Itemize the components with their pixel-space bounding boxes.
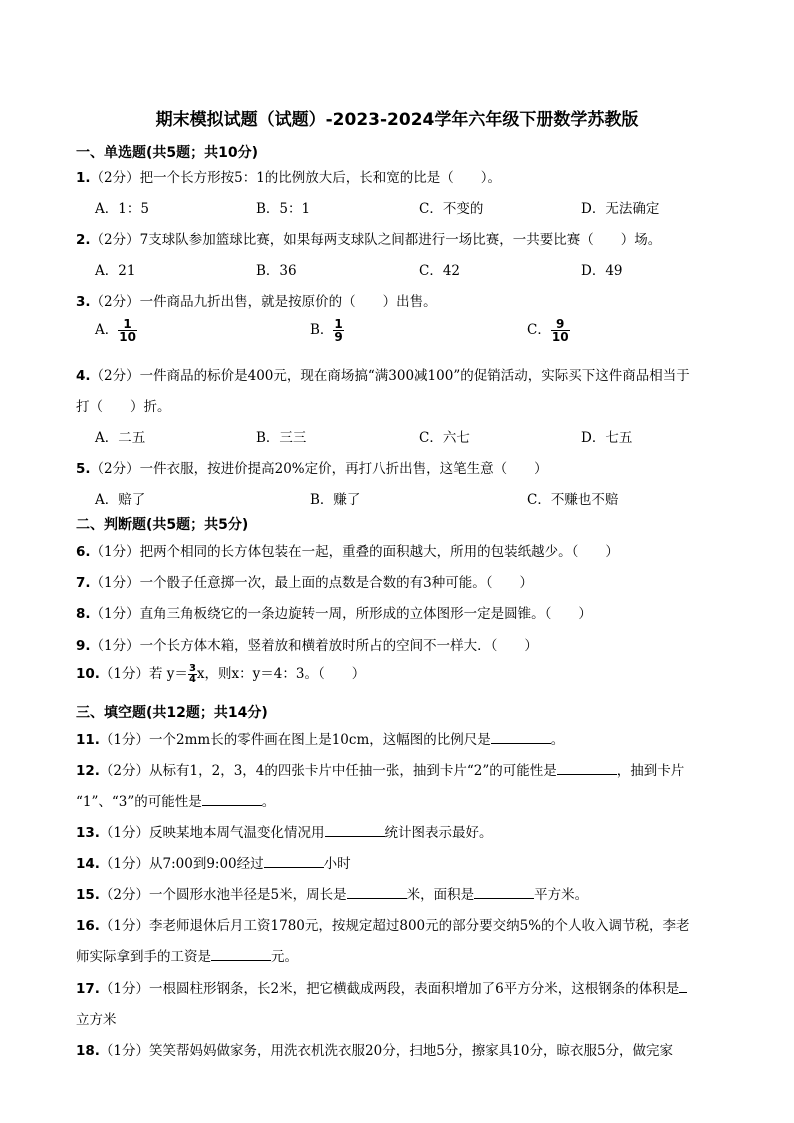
option-c: C．42 — [419, 263, 461, 279]
option-c: C．六七 — [419, 430, 470, 446]
question-number: 15. — [76, 887, 100, 903]
answer-blank[interactable] — [264, 855, 324, 868]
denominator: 9 — [334, 330, 343, 344]
question-number: 14. — [76, 856, 100, 872]
question-number: 9. — [76, 638, 91, 654]
question-6 — [76, 540, 619, 560]
option-label: C． — [527, 322, 551, 338]
question-18 — [76, 1039, 673, 1059]
question-number: 13. — [76, 825, 100, 841]
section-heading-single-choice: 一、单选题(共5题；共10分) — [76, 145, 259, 161]
answer-blank[interactable] — [474, 886, 534, 899]
option-c — [527, 318, 570, 343]
question-text: （1分）直角三角板绕它的一条边旋转一周，所形成的立体图形一定是圆锥。（ ） — [90, 606, 592, 622]
fraction — [333, 318, 343, 343]
question-text: （2分）从标有1，2，3，4的四张卡片中任抽一张，抽到卡片“2”的可能性是 — [99, 763, 557, 779]
question-15 — [76, 883, 588, 903]
option-b: B．三三 — [256, 430, 307, 446]
option-a: A．二五 — [95, 430, 146, 446]
question-10 — [76, 662, 365, 685]
question-number: 4. — [76, 368, 91, 384]
answer-blank[interactable] — [557, 762, 617, 775]
question-text: 打（ ）折。 — [76, 399, 171, 415]
question-number: 6. — [76, 544, 91, 560]
question-text: （1分）若 y＝ — [99, 666, 188, 682]
question-text: （2分）一件商品九折出售，就是按原价的（ ）出售。 — [90, 294, 437, 310]
numerator: 3 — [188, 663, 196, 674]
question-17 — [76, 977, 687, 997]
question-number: 18. — [76, 1043, 100, 1059]
fraction — [551, 318, 570, 343]
answer-blank[interactable] — [347, 886, 407, 899]
question-number: 1. — [76, 170, 91, 186]
question-number: 17. — [76, 981, 100, 997]
option-a: A．1：5 — [95, 201, 149, 217]
question-number: 3. — [76, 294, 91, 310]
option-b: B．5：1 — [256, 201, 311, 217]
question-text: （2分）把一个长方形按5：1的比例放大后，长和宽的比是（ ）。 — [90, 170, 502, 186]
question-text: （1分）反映某地本周气温变化情况用 — [99, 825, 325, 841]
question-text: “1”、“3”的可能性是 — [76, 794, 202, 810]
question-text: 统计图表示最好。 — [384, 825, 493, 841]
question-number: 7. — [76, 575, 91, 591]
question-1 — [76, 166, 501, 186]
question-text: （2分）一个圆形水池半径是5米，周长是 — [99, 887, 347, 903]
option-d: D．七五 — [581, 430, 633, 446]
question-number: 11. — [76, 732, 100, 748]
numerator: 1 — [334, 317, 343, 331]
section-heading-fill-blank: 三、填空题(共12题；共14分) — [76, 705, 268, 721]
question-9 — [76, 634, 538, 654]
question-11 — [76, 728, 564, 748]
answer-blank[interactable] — [211, 948, 271, 961]
question-text: （1分）一根圆柱形钢条，长2米，把它横截成两段，表面积增加了6平方分米，这根钢条的体积是 — [99, 981, 680, 997]
page-title: 期末模拟试题（试题）-2023-2024学年六年级下册数学苏教版 — [155, 110, 639, 130]
question-text: （1分）一个骰子任意掷一次，最上面的点数是合数的有3种可能。（ ） — [90, 575, 533, 591]
question-text: 元。 — [271, 949, 298, 965]
question-text: 。 — [550, 732, 565, 748]
numerator: 1 — [123, 317, 132, 331]
fraction — [118, 318, 137, 343]
question-5 — [76, 457, 548, 477]
question-number: 8. — [76, 606, 91, 622]
answer-blank[interactable] — [325, 824, 385, 837]
denominator: 10 — [119, 330, 136, 344]
question-3 — [76, 290, 437, 310]
question-7 — [76, 571, 533, 591]
question-12-continued — [76, 790, 275, 810]
question-text: （1分）一个长方体木箱，竖着放和横着放时所占的空间不一样大．（ ） — [90, 638, 538, 654]
option-label: A． — [95, 322, 119, 338]
option-b: B．赚了 — [310, 492, 361, 508]
question-14 — [76, 852, 351, 872]
question-text: （1分）李老师退休后月工资1780元，按规定超过800元的部分要交纳5%的个人收入调节税，李老 — [99, 918, 690, 934]
answer-blank[interactable] — [202, 793, 262, 806]
question-text: （2分）一件商品的标价是400元，现在商场搞“满300减100”的促销活动，实际买下这件商品相当于 — [90, 368, 690, 384]
question-number: 2. — [76, 232, 91, 248]
question-text: （2分）7支球队参加篮球比赛，如果每两支球队之间都进行一场比赛，一共要比赛（ ）场。 — [90, 232, 662, 248]
question-number: 5. — [76, 461, 91, 477]
option-c: C．不赚也不赔 — [527, 492, 619, 508]
question-17-continued — [76, 1008, 117, 1028]
question-text: 平方米。 — [534, 887, 589, 903]
question-13 — [76, 821, 493, 841]
option-label: B． — [310, 322, 334, 338]
question-text: （1分）从7:00到9:00经过 — [99, 856, 264, 872]
section-heading-true-false: 二、判断题(共5题；共5分) — [76, 517, 249, 533]
question-8 — [76, 602, 592, 622]
question-text: （1分）把两个相同的长方体包装在一起，重叠的面积越大，所用的包装纸越少。（ ） — [90, 544, 619, 560]
question-text: 米，面积是 — [406, 887, 475, 903]
option-a: A．赔了 — [95, 492, 146, 508]
question-text: （1分）笑笑帮妈妈做家务，用洗衣机洗衣服20分，扫地5分，擦家具10分，晾衣服5分，做完家 — [99, 1043, 674, 1059]
question-text: 。 — [261, 794, 276, 810]
question-text: （2分）一件衣服，按进价提高20%定价，再打八折出售，这笔生意（ ） — [90, 461, 548, 477]
denominator: 10 — [551, 330, 569, 344]
question-text: x，则x：y＝4：3。（ ） — [196, 666, 366, 682]
question-4 — [76, 364, 690, 384]
question-12 — [76, 759, 684, 779]
answer-blank[interactable] — [491, 731, 551, 744]
option-d: D．49 — [581, 263, 623, 279]
option-a — [95, 318, 137, 343]
question-16 — [76, 914, 690, 934]
question-text: （1分）一个2mm长的零件画在图上是10cm，这幅图的比例尺是 — [99, 732, 491, 748]
fraction — [188, 664, 197, 685]
question-text: 立方米 — [76, 1012, 117, 1028]
question-number: 16. — [76, 918, 100, 934]
question-16-continued — [76, 945, 298, 965]
numerator: 9 — [556, 317, 565, 331]
denominator: 4 — [188, 674, 196, 685]
option-c: C．不变的 — [419, 201, 484, 217]
option-b — [310, 318, 344, 343]
question-text: ，抽到卡片 — [616, 763, 685, 779]
option-a: A．21 — [95, 263, 136, 279]
question-4-continued — [76, 395, 171, 415]
question-number: 12. — [76, 763, 100, 779]
question-text: 小时 — [323, 856, 351, 872]
answer-blank[interactable] — [679, 980, 687, 993]
question-text: 师实际拿到手的工资是 — [76, 949, 211, 965]
question-number: 10. — [76, 666, 100, 682]
option-d: D．无法确定 — [581, 201, 660, 217]
question-2 — [76, 228, 661, 248]
option-b: B．36 — [256, 263, 297, 279]
